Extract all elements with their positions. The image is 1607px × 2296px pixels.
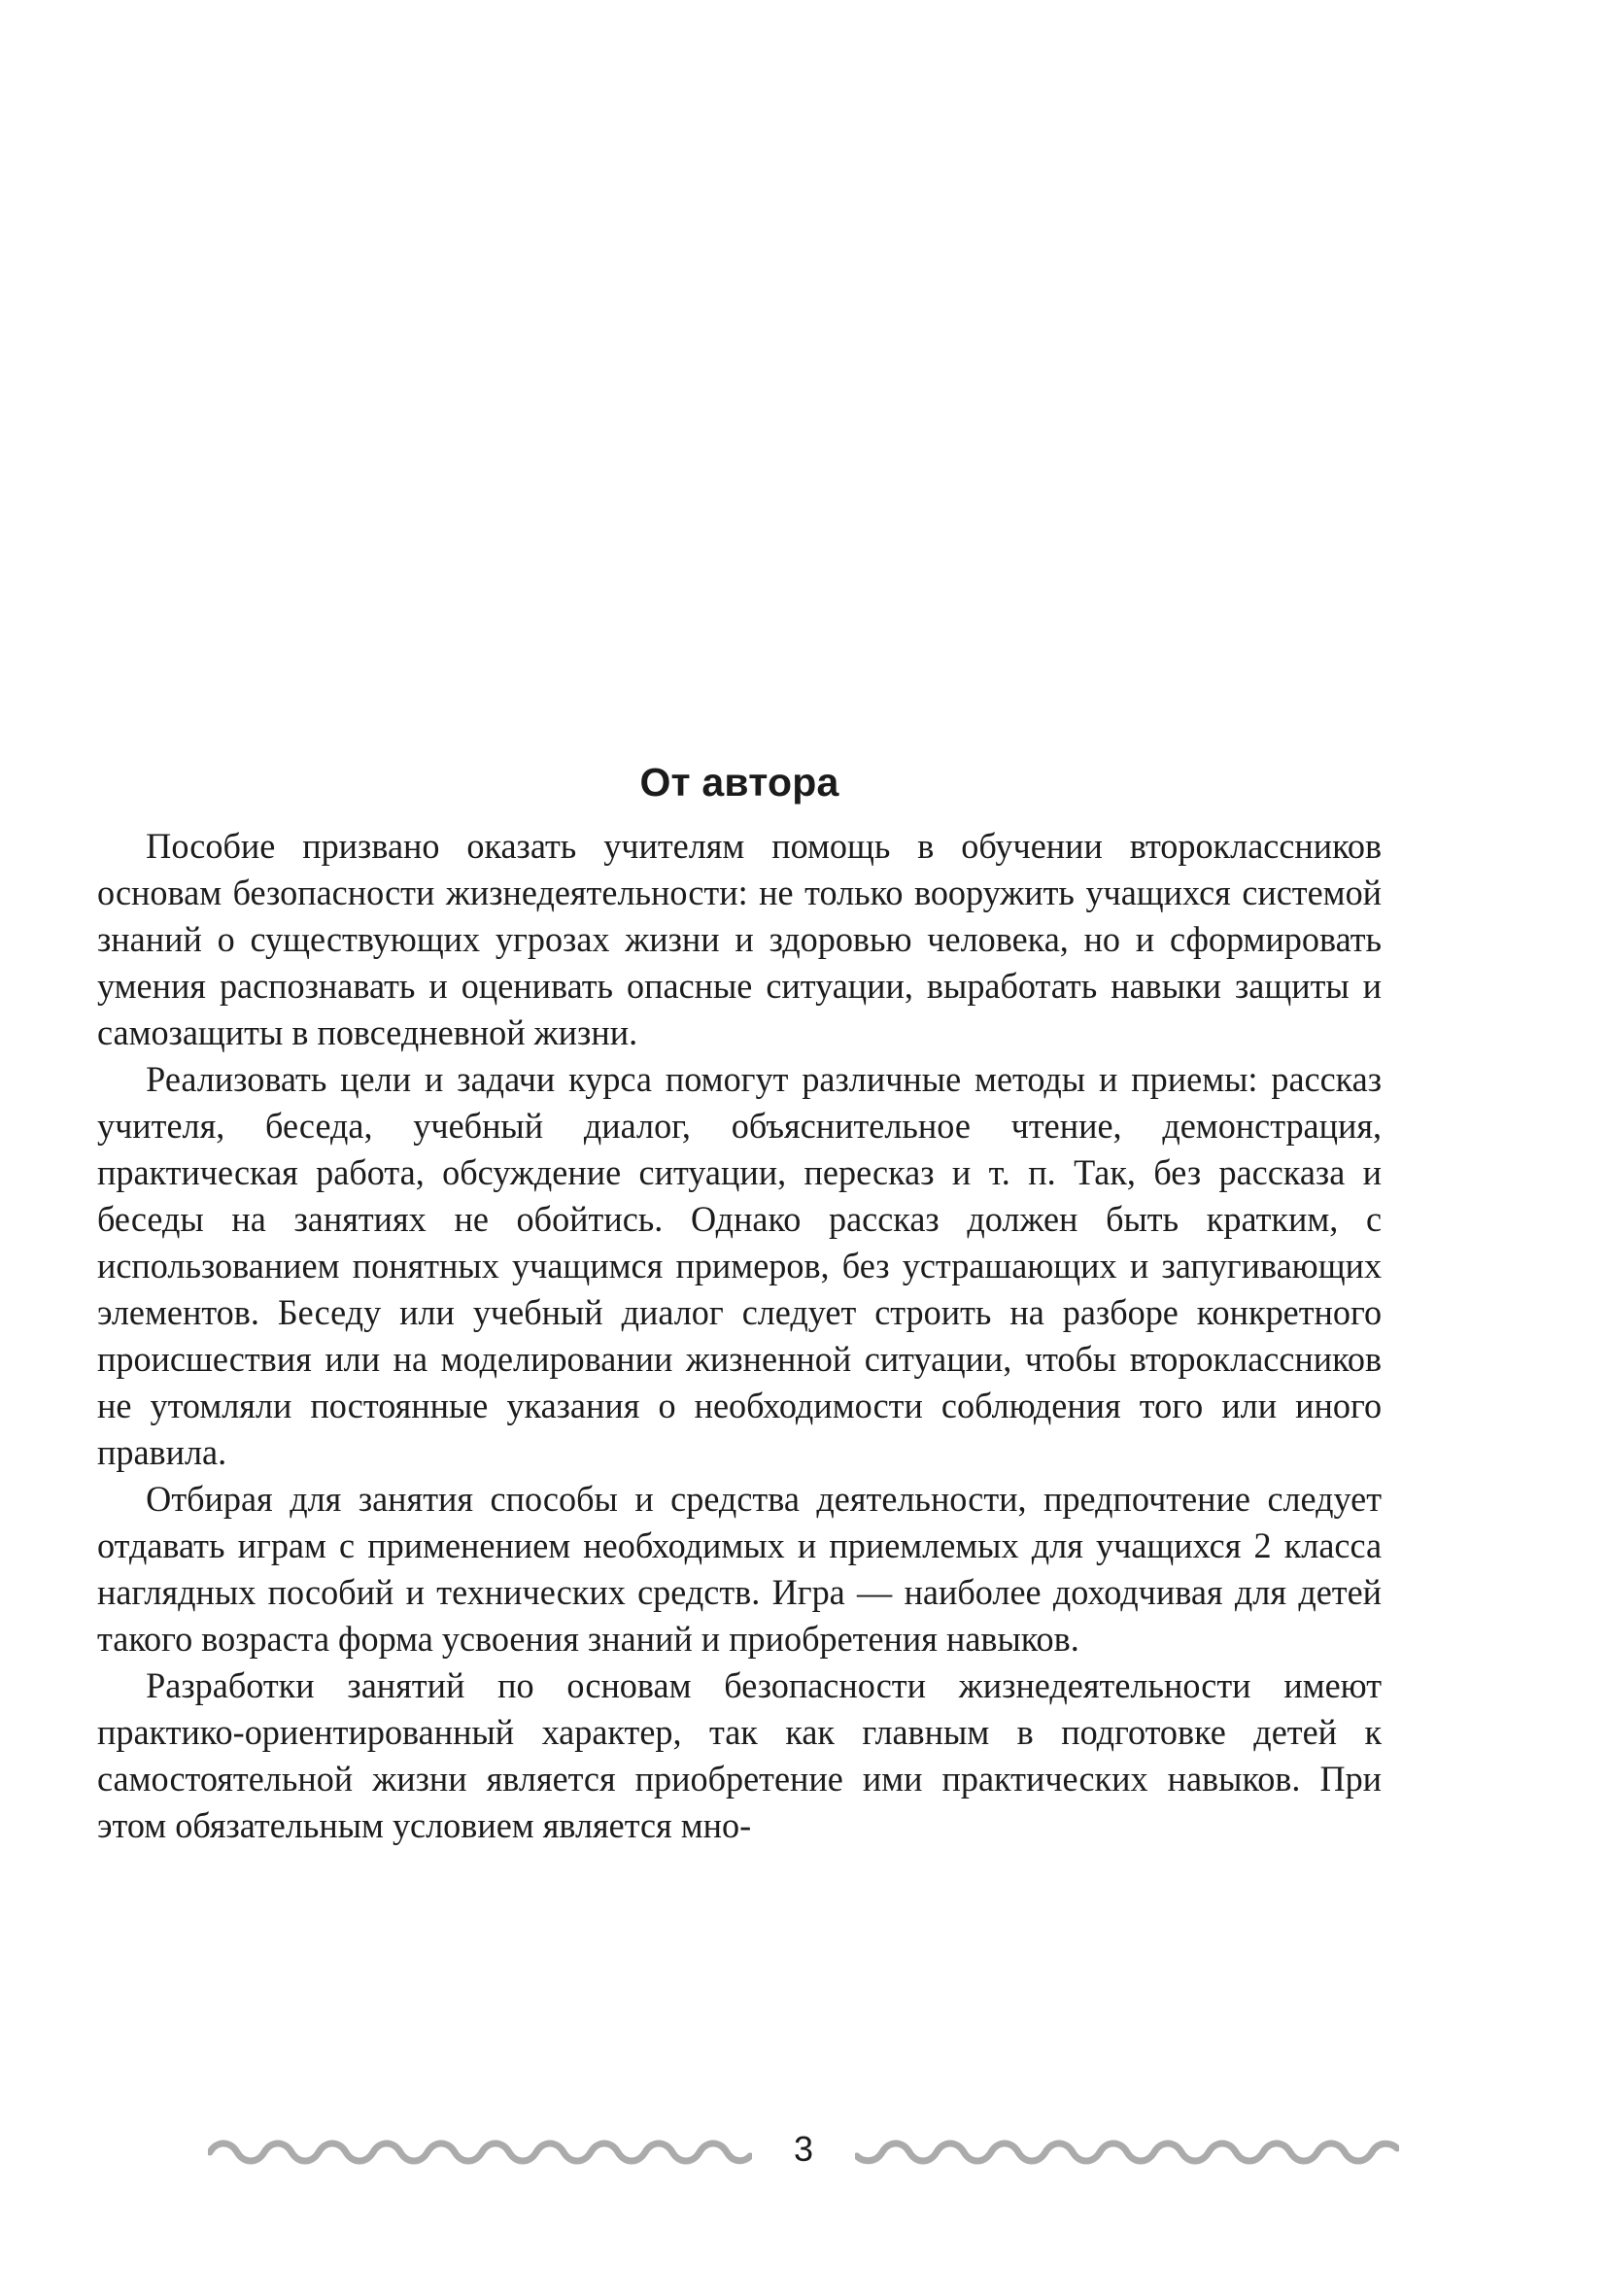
body-text-block bbox=[97, 824, 1382, 1850]
paragraph: Отбирая для занятия способы и средства деятельности, предпочтение следует отдавать играм с применением необходимых и приемлемых для учащихся 2 класса наглядных пособий и технических средств. Игра — наиболее доходчивая для детей такого возраста форма усвоения знаний и приобретения навыков. bbox=[97, 1480, 1383, 1660]
paragraph: Разработки занятий по основам безопасности жизнедеятельности имеют практико-ориентированный характер, так как главным в подготовке детей к самостоятельной жизни является приобретение ими практических навыков. При этом обязательным условием является мно- bbox=[97, 1666, 1383, 1846]
wavy-rule-icon bbox=[208, 2133, 752, 2166]
wavy-rule-icon bbox=[855, 2133, 1399, 2166]
page-content bbox=[97, 758, 1382, 1850]
page-footer bbox=[0, 2110, 1607, 2188]
paragraph: Пособие призвано оказать учителям помощь в обучении второклассников основам безопасности жизнедеятельности: не только вооружить учащихся системой знаний о существующих угрозах жизни и здоровью человека, но и сформировать умения распознавать и оценивать опасные ситуации, выработать навыки защиты и самозащиты в повседневной жизни. bbox=[97, 827, 1383, 1053]
paragraph: Реализовать цели и задачи курса помогут различные методы и приемы: рассказ учителя, беседа, учебный диалог, объяснительное чтение, демонстрация, практическая работа, обсуждение ситуации, пересказ и т. п. Так, без рассказа и беседы на занятиях не обойтись. Однако рассказ должен быть кратким, с использованием понятных учащимся примеров, без устрашающих и запугивающих элементов. Беседу или учебный диалог следует строить на разборе конкретного происшествия или на моделировании жизненной ситуации, чтобы второклассников не утомляли постоянные указания о необходимости соблюдения того или иного правила. bbox=[97, 1060, 1383, 1473]
page-title: От автора bbox=[639, 760, 839, 805]
page-number: 3 bbox=[793, 2129, 814, 2169]
